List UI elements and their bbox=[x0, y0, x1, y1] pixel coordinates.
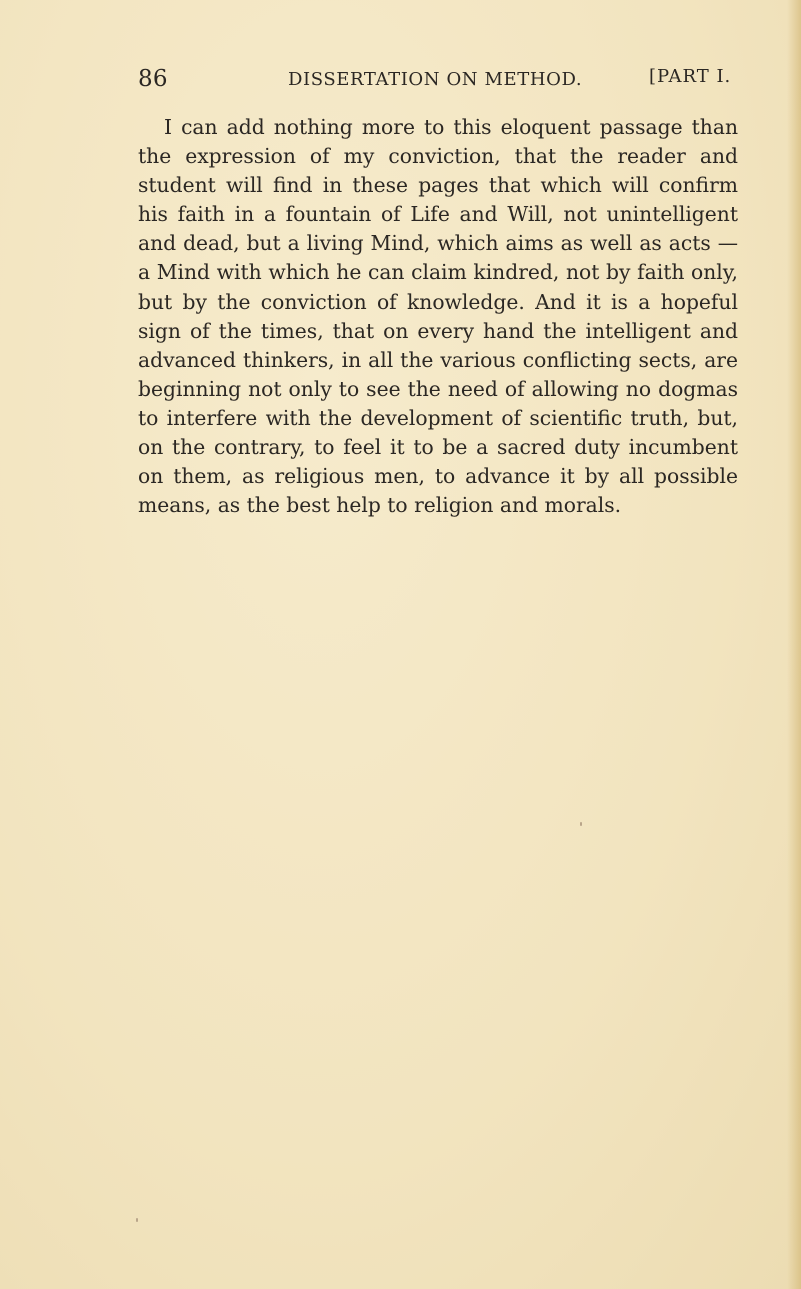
paper-speck bbox=[580, 822, 582, 826]
paper-speck bbox=[136, 1218, 138, 1222]
page-number: 86 bbox=[138, 66, 168, 92]
running-header bbox=[138, 66, 738, 96]
part-label: [PART I. bbox=[649, 66, 732, 87]
running-title: DISSERTATION ON METHOD. bbox=[288, 69, 583, 90]
page-edge-shading bbox=[787, 0, 801, 1289]
body-paragraph: I can add nothing more to this eloquent passage than the expression of my conviction, that the reader and student will find in these pages that which will confirm his faith in a fountain of Life and Will, not unintelligent and dead, but a living Mind, which aims as well as acts —a Mind with which he can claim kindred, not by faith only, but by the conviction of knowledge. And it is a hopeful sign of the times, that on every hand the intelligent and advanced thinkers, in all the various conflicting sects, are beginning not only to see the need of allowing no dogmas to interfere with the development of scientific truth, but, on the contrary, to feel it to be a sacred duty incumbent on them, as religious men, to advance it by all possible means, as the best help to religion and morals. bbox=[138, 115, 738, 518]
